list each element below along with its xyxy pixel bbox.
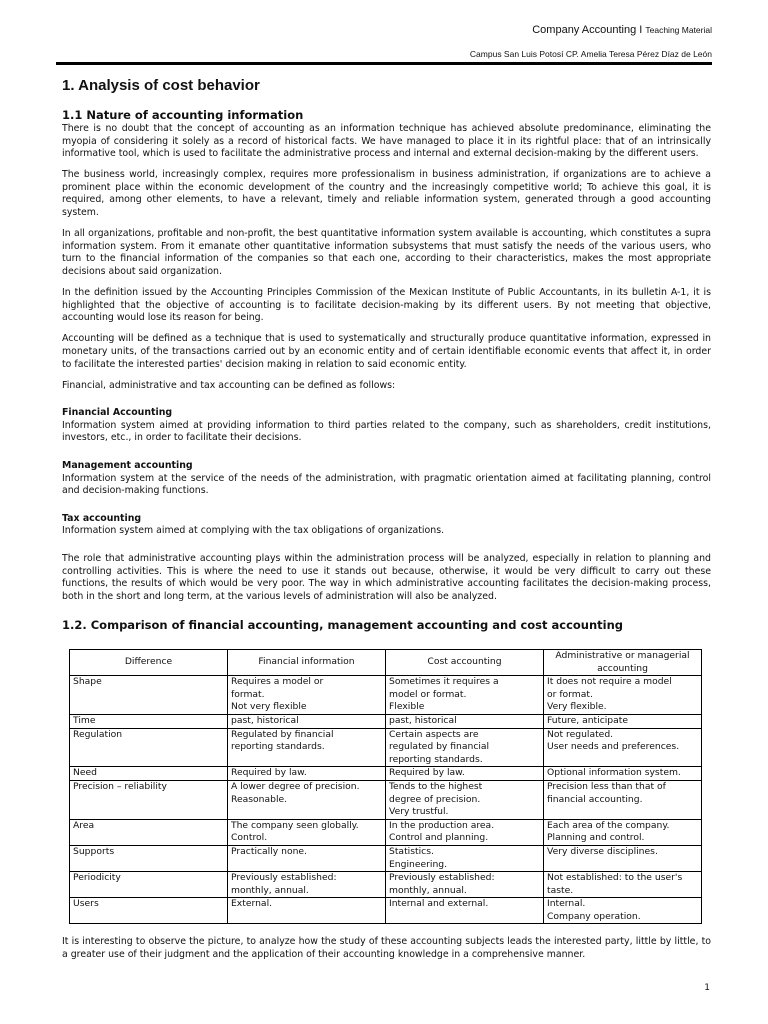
header-subtitle: Campus San Luis Potosí CP. Amelia Teresa Pérez Díaz de León: [469, 49, 712, 59]
table-cell: [70, 767, 228, 781]
table-cell-line: Tends to the highest: [389, 780, 483, 792]
financial-accounting-text: Information system aimed at providing information to third parties related to the company, such as shareholders, credit institutions, investors, etc., in order to facilitate their decisions.: [62, 419, 711, 444]
table-cell-line: Sometimes it requires a: [389, 676, 499, 688]
table-cell-line: Shape: [73, 676, 102, 688]
table-cell: [544, 767, 702, 781]
table-cell-line: Company operation.: [547, 910, 641, 922]
table-cell-line: Not regulated.: [547, 728, 614, 740]
table-cell: [544, 676, 702, 715]
table-header-cell: Financial information: [228, 650, 386, 676]
table-cell-line: Optional information system.: [547, 767, 681, 779]
table-cell: [70, 819, 228, 845]
table-cell: [544, 714, 702, 728]
table-cell-line: Requires a model or: [231, 676, 324, 688]
table-cell: [544, 728, 702, 767]
table-cell: [228, 898, 386, 924]
role-paragraph: The role that administrative accounting plays within the administration process will be analyzed, especially in relation to planning and controlling activities. This is where the need to use it stands out because, otherwise, it would be very difficult to carry out these functions, the results of which would be very poor. The way in which administrative accounting facilitates the decision-making process, both in the short and long term, at the various levels of administration will also be analyzed.: [62, 552, 711, 602]
table-cell-line: Required by law.: [231, 767, 307, 779]
table-cell-line: Not established: to the user's: [547, 872, 683, 884]
table-cell-line: degree of precision.: [389, 793, 481, 805]
paragraph-2: The business world, increasingly complex, requires more professionalism in business administration, if organizations are to achieve a prominent place within the economic development of the country and the increasingly competitive world; To achieve this goal, it is required, among other elements, to have a relevant, timely and reliable information system, generated through a good accounting system.: [62, 169, 711, 219]
table-cell-line: Internal.: [547, 898, 586, 910]
table-row: [70, 767, 702, 781]
table-cell-line: Regulation: [73, 728, 123, 740]
table-cell-line: Engineering.: [389, 858, 448, 870]
table-cell: [386, 767, 544, 781]
tax-accounting-text: Information system aimed at complying with the tax obligations of organizations.: [62, 525, 445, 537]
table-cell: [386, 780, 544, 819]
table-cell-line: Time: [73, 714, 96, 726]
paragraph-3: In all organizations, profitable and non-profit, the best quantitative information system available is accounting, which constitutes a supra information system. From it emanate other quantitative information subsystems that must satisfy the needs of the various users, who turn to the financial information of the companies so that each one, according to their characteristics, makes the most appropriate decisions about said organization.: [62, 228, 711, 277]
table-cell: [70, 780, 228, 819]
table-cell-line: regulated by financial: [389, 741, 490, 753]
table-cell: [544, 819, 702, 845]
table-header-row: [70, 650, 702, 676]
table-cell-line: reporting standards.: [389, 753, 483, 765]
table-cell-line: Future, anticipate: [547, 714, 629, 726]
closing-paragraph: It is interesting to observe the picture, to analyze how the study of these accounting subjects leads the interested party, little by little, to a greater use of their judgment and the application of their accounting knowledge in a comprehensive manner.: [62, 936, 711, 960]
table-cell-line: In the production area.: [389, 819, 495, 831]
table-cell-line: Control.: [231, 832, 268, 844]
table-cell: [386, 872, 544, 898]
table-cell-line: Statistics.: [389, 845, 434, 857]
table-cell-line: A lower degree of precision.: [231, 780, 360, 792]
table-cell-line: model or format.: [389, 688, 467, 700]
table-cell-line: Precision less than that of: [547, 780, 666, 792]
table-cell-line: Not very flexible: [231, 701, 307, 713]
table-cell-line: User needs and preferences.: [547, 741, 680, 753]
table-cell: [70, 872, 228, 898]
management-accounting-text: Information system at the service of the needs of the administration, with pragmatic orientation aimed at facilitating planning, control and decision-making functions.: [62, 472, 711, 497]
table-cell: [228, 728, 386, 767]
table-cell-line: Area: [73, 819, 95, 831]
table-cell-line: financial accounting.: [547, 793, 643, 805]
table-cell-line: Supports: [73, 845, 115, 857]
table-cell: [544, 845, 702, 871]
table-cell-line: monthly, annual.: [231, 884, 309, 896]
section-1-2-heading: 1.2. Comparison of financial accounting, management accounting and cost accounting: [62, 618, 624, 633]
comparison-table: [69, 649, 702, 924]
table-cell-line: taste.: [547, 884, 574, 896]
table-cell: [544, 872, 702, 898]
table-row: [70, 819, 702, 845]
table-cell-line: Very diverse disciplines.: [547, 845, 658, 857]
section-1-1-heading: 1.1 Nature of accounting information: [62, 108, 304, 122]
table-cell-line: Regulated by financial: [231, 728, 334, 740]
header-rule: [56, 62, 712, 65]
table-cell: [228, 780, 386, 819]
table-cell-line: Flexible: [389, 701, 425, 713]
table-cell-line: Previously established:: [389, 872, 495, 884]
table-cell-line: past, historical: [389, 714, 457, 726]
section-1-heading: 1. Analysis of cost behavior: [62, 77, 260, 94]
table-cell-line: Certain aspects are: [389, 728, 479, 740]
table-cell: [386, 898, 544, 924]
table-cell-line: Control and planning.: [389, 832, 489, 844]
table-cell: [228, 819, 386, 845]
table-cell-line: Each area of the company.: [547, 819, 670, 831]
table-cell-line: Required by law.: [389, 767, 465, 779]
table-cell: [70, 676, 228, 715]
table-header-cell: Cost accounting: [386, 650, 544, 676]
table-cell: [70, 714, 228, 728]
table-header-cell: Administrative or managerial accounting: [544, 650, 702, 676]
tax-accounting-title: Tax accounting: [62, 512, 142, 524]
table-row: [70, 780, 702, 819]
table-cell-line: past, historical: [231, 714, 299, 726]
table-cell-line: reporting standards.: [231, 741, 325, 753]
paragraph-5: Accounting will be defined as a technique that is used to systematically and structurally produce quantitative information, expressed in monetary units, of the transactions carried out by an economic entity and of certain identifiable economic events that affect it, in order to facilitate the interested parties' decision making in relation to said economic entity.: [62, 333, 711, 370]
table-cell-line: Periodicity: [73, 872, 121, 884]
table-cell: [386, 845, 544, 871]
table-cell-line: or format.: [547, 688, 593, 700]
table-cell: [70, 898, 228, 924]
financial-accounting-title: Financial Accounting: [62, 407, 173, 419]
table-cell: [228, 714, 386, 728]
table-cell-line: The company seen globally.: [231, 819, 359, 831]
table-cell: [228, 845, 386, 871]
main-content: [62, 77, 711, 644]
table-cell-line: Very trustful.: [389, 806, 449, 818]
table-cell: [386, 714, 544, 728]
table-cell: [228, 676, 386, 715]
header-title-main: Company Accounting I: [532, 24, 643, 36]
table-cell-line: Very flexible.: [547, 701, 607, 713]
paragraph-6: Financial, administrative and tax accounting can be defined as follows:: [62, 379, 396, 391]
table-row: [70, 714, 702, 728]
table-cell-line: It does not require a model: [547, 676, 672, 688]
table-cell-line: Need: [73, 767, 98, 779]
table-cell-line: Precision – reliability: [73, 780, 167, 792]
table-row: [70, 728, 702, 767]
table-row: [70, 872, 702, 898]
paragraph-4: In the definition issued by the Accounting Principles Commission of the Mexican Institute of Public Accountants, in its bulletin A-1, it is highlighted that the objective of accounting is to facilitate decision-making by its different users. By not meeting that objective, accounting would lose its reason for being.: [62, 287, 711, 324]
table-cell-line: Planning and control.: [547, 832, 645, 844]
table-cell: [544, 780, 702, 819]
table-cell-line: Users: [73, 898, 99, 910]
table-cell: [228, 872, 386, 898]
table-cell: [386, 819, 544, 845]
table-row: [70, 845, 702, 871]
table-cell-line: Internal and external.: [389, 898, 489, 910]
table-row: [70, 898, 702, 924]
table-cell: [386, 728, 544, 767]
table-cell-line: Practically none.: [231, 845, 307, 857]
table-cell-line: External.: [231, 898, 273, 910]
table-cell-line: monthly, annual.: [389, 884, 467, 896]
table-cell: [386, 676, 544, 715]
paragraph-1: There is no doubt that the concept of accounting as an information technique has achieved absolute predominance, eliminating the myopia of considering it solely as a record of historical facts. We have managed to place it in its rightful place: that of an intrinsically informative tool, which is used to facilitate the administrative process and internal and external decision-making by the different users.: [62, 123, 711, 160]
header-title-small: Teaching Material: [645, 25, 712, 35]
header-title: [532, 24, 712, 36]
table-cell: [228, 767, 386, 781]
table-body: [70, 676, 702, 924]
page-number: 1: [704, 983, 710, 993]
table-cell-line: Reasonable.: [231, 793, 288, 805]
table-cell: [70, 728, 228, 767]
table-cell: [70, 845, 228, 871]
table-row: [70, 676, 702, 715]
table-cell-line: Previously established:: [231, 872, 337, 884]
table-cell-line: format.: [231, 688, 265, 700]
table-cell: [544, 898, 702, 924]
management-accounting-title: Management accounting: [62, 459, 193, 471]
table-header-cell: Difference: [70, 650, 228, 676]
